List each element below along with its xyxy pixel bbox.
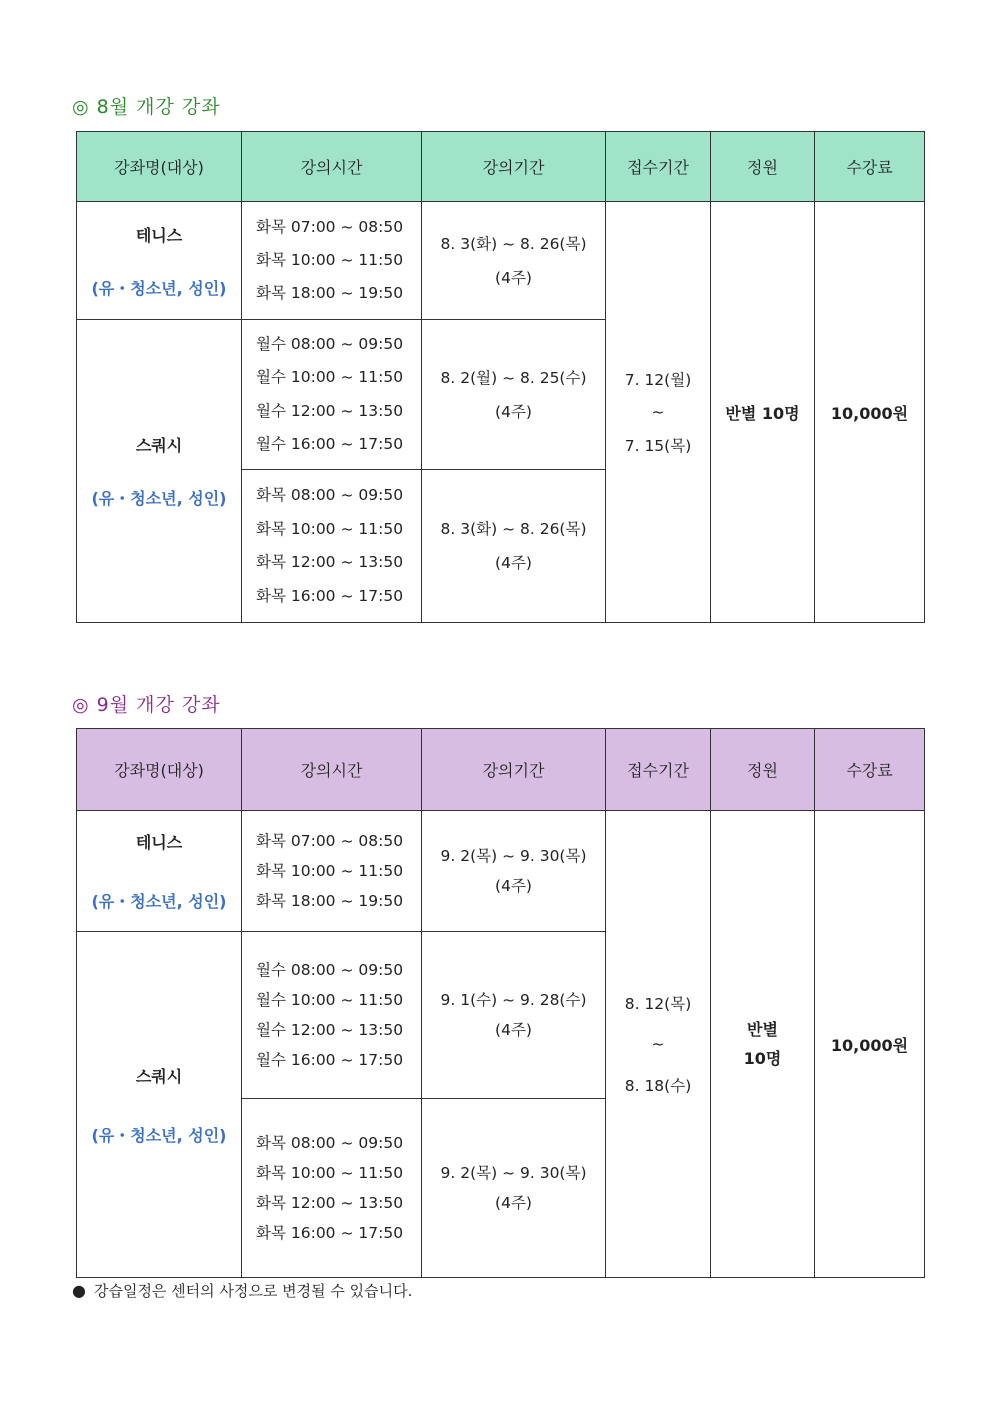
time-slot: 월수 12:00 ~ 13:50 bbox=[256, 401, 404, 420]
course-target: (유・청소년, 성인) bbox=[91, 489, 227, 508]
header-apply-period: 접수기간 bbox=[606, 729, 711, 811]
course-cell-tennis bbox=[77, 202, 242, 320]
table-header-row bbox=[77, 729, 925, 811]
schedule-change-note bbox=[72, 1280, 412, 1301]
class-times bbox=[242, 811, 422, 932]
period-weeks: (4주) bbox=[495, 1021, 532, 1039]
september-section-title: ◎ 9월 개강 강좌 bbox=[72, 694, 221, 716]
period-dates: 9. 2(목) ~ 9. 30(목) bbox=[440, 847, 587, 865]
time-slot: 화목 10:00 ~ 11:50 bbox=[256, 251, 404, 269]
table-header-row bbox=[77, 132, 925, 202]
period-weeks: (4주) bbox=[495, 268, 532, 287]
table-row bbox=[77, 811, 925, 932]
time-slot: 화목 10:00 ~ 11:50 bbox=[256, 862, 404, 880]
time-slot: 화목 12:00 ~ 13:50 bbox=[256, 553, 404, 571]
september-schedule-table bbox=[76, 728, 925, 1278]
header-fee: 수강료 bbox=[815, 729, 925, 811]
time-slot: 월수 10:00 ~ 11:50 bbox=[256, 368, 404, 386]
table-row bbox=[77, 202, 925, 320]
time-slot: 월수 12:00 ~ 13:50 bbox=[256, 1021, 404, 1039]
course-name: 스쿼시 bbox=[135, 1066, 183, 1086]
time-slot: 화목 16:00 ~ 17:50 bbox=[256, 1224, 404, 1242]
class-times bbox=[242, 1099, 422, 1278]
apply-end: 8. 18(수) bbox=[624, 1077, 692, 1095]
class-times bbox=[242, 202, 422, 320]
time-slot: 화목 18:00 ~ 19:50 bbox=[256, 892, 404, 910]
time-slot: 월수 10:00 ~ 11:50 bbox=[256, 991, 404, 1009]
header-course-name: 강좌명(대상) bbox=[77, 132, 242, 202]
header-class-time: 강의시간 bbox=[242, 729, 422, 811]
time-slot: 화목 07:00 ~ 08:50 bbox=[256, 832, 404, 850]
fee: 10,000원 bbox=[815, 811, 925, 1278]
header-apply-period: 접수기간 bbox=[606, 132, 711, 202]
time-slot: 월수 08:00 ~ 09:50 bbox=[256, 334, 404, 353]
period-dates: 8. 3(화) ~ 8. 26(목) bbox=[440, 234, 587, 253]
time-slot: 화목 08:00 ~ 09:50 bbox=[256, 1134, 404, 1152]
class-period bbox=[422, 932, 606, 1099]
apply-start: 7. 12(월) bbox=[624, 371, 692, 389]
course-target: (유・청소년, 성인) bbox=[91, 278, 227, 298]
time-slot: 월수 16:00 ~ 17:50 bbox=[256, 435, 404, 453]
course-cell-squash bbox=[77, 932, 242, 1278]
capacity: 반별 10명 bbox=[711, 202, 815, 623]
course-name: 스쿼시 bbox=[135, 436, 183, 455]
class-period bbox=[422, 320, 606, 470]
time-slot: 화목 08:00 ~ 09:50 bbox=[256, 486, 404, 504]
course-cell-squash bbox=[77, 320, 242, 623]
course-name: 테니스 bbox=[135, 833, 183, 852]
period-weeks: (4주) bbox=[495, 402, 532, 421]
period-dates: 9. 1(수) ~ 9. 28(수) bbox=[440, 991, 587, 1009]
class-times bbox=[242, 470, 422, 623]
august-section-title: ◎ 8월 개강 강좌 bbox=[72, 96, 221, 118]
apply-separator: ~ bbox=[651, 403, 665, 421]
period-dates: 9. 2(목) ~ 9. 30(목) bbox=[440, 1164, 587, 1182]
period-weeks: (4주) bbox=[495, 1194, 532, 1212]
fee: 10,000원 bbox=[815, 202, 925, 623]
header-class-period: 강의기간 bbox=[422, 729, 606, 811]
period-weeks: (4주) bbox=[495, 877, 532, 895]
time-slot: 화목 16:00 ~ 17:50 bbox=[256, 586, 404, 605]
period-dates: 8. 2(월) ~ 8. 25(수) bbox=[440, 368, 587, 387]
apply-period bbox=[606, 811, 711, 1278]
header-capacity: 정원 bbox=[711, 729, 815, 811]
period-dates: 8. 3(화) ~ 8. 26(목) bbox=[440, 520, 587, 538]
time-slot: 화목 18:00 ~ 19:50 bbox=[256, 284, 404, 302]
course-name: 테니스 bbox=[135, 225, 183, 245]
class-period bbox=[422, 1099, 606, 1278]
class-period bbox=[422, 470, 606, 623]
time-slot: 화목 12:00 ~ 13:50 bbox=[256, 1194, 404, 1212]
capacity-line-2: 10명 bbox=[743, 1049, 782, 1068]
header-capacity: 정원 bbox=[711, 132, 815, 202]
time-slot: 월수 16:00 ~ 17:50 bbox=[256, 1051, 404, 1069]
note-text: 강습일정은 센터의 사정으로 변경될 수 있습니다. bbox=[93, 1282, 413, 1300]
course-target: (유・청소년, 성인) bbox=[91, 892, 227, 911]
apply-separator: ~ bbox=[651, 1035, 665, 1053]
header-class-time: 강의시간 bbox=[242, 132, 422, 202]
capacity-line-1: 반별 bbox=[747, 1020, 778, 1039]
class-times bbox=[242, 320, 422, 470]
header-class-period: 강의기간 bbox=[422, 132, 606, 202]
time-slot: 화목 10:00 ~ 11:50 bbox=[256, 519, 404, 538]
bullet-icon: ● bbox=[72, 1281, 86, 1300]
period-weeks: (4주) bbox=[495, 554, 532, 572]
time-slot: 화목 07:00 ~ 08:50 bbox=[256, 218, 404, 236]
apply-start: 8. 12(목) bbox=[624, 995, 692, 1013]
time-slot: 월수 08:00 ~ 09:50 bbox=[256, 961, 404, 979]
capacity bbox=[711, 811, 815, 1278]
header-fee: 수강료 bbox=[815, 132, 925, 202]
august-schedule-table bbox=[76, 131, 925, 623]
apply-period bbox=[606, 202, 711, 623]
course-cell-tennis bbox=[77, 811, 242, 932]
apply-end: 7. 15(목) bbox=[624, 437, 692, 455]
class-times bbox=[242, 932, 422, 1099]
time-slot: 화목 10:00 ~ 11:50 bbox=[256, 1164, 404, 1182]
class-period bbox=[422, 202, 606, 320]
class-period bbox=[422, 811, 606, 932]
course-target: (유・청소년, 성인) bbox=[91, 1125, 227, 1145]
header-course-name: 강좌명(대상) bbox=[77, 729, 242, 811]
